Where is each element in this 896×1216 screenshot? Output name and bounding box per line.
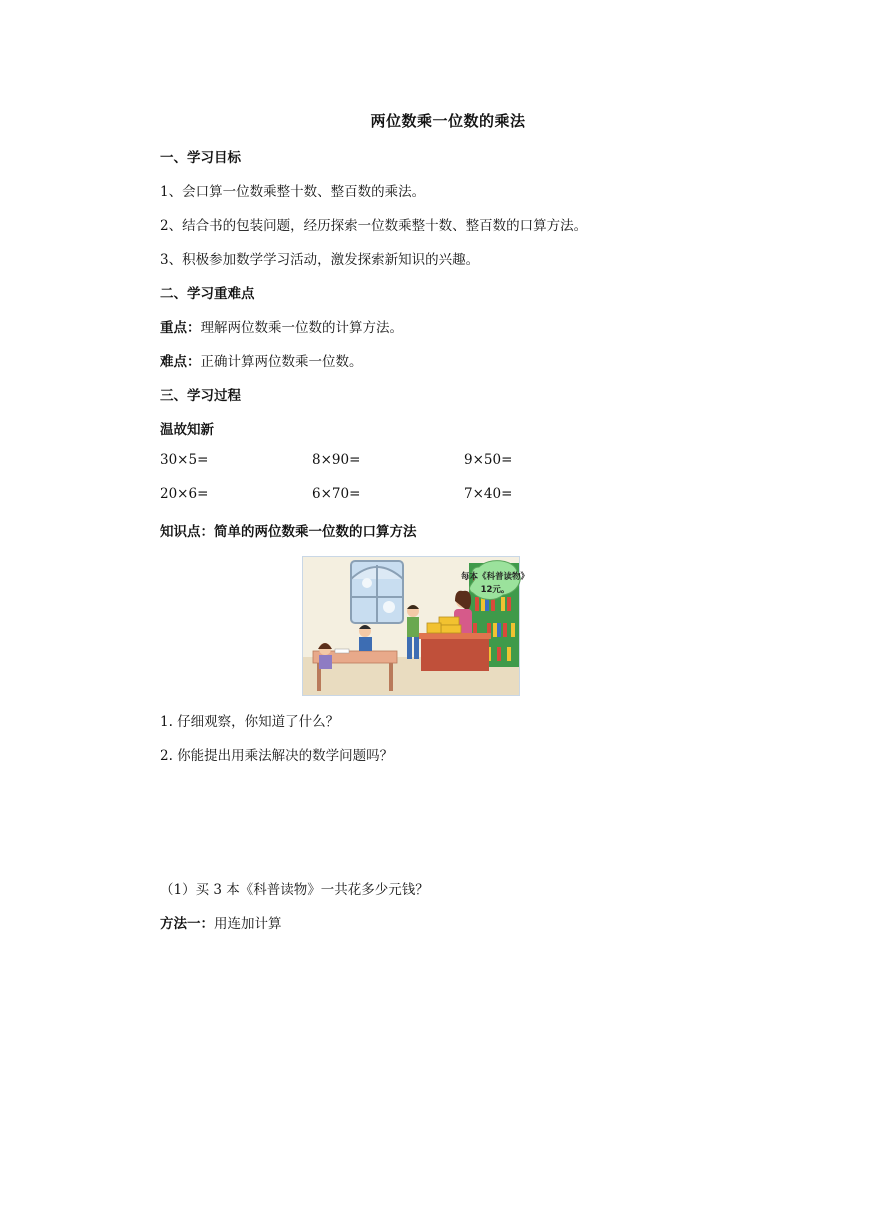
difficult-point-text: 正确计算两位数乘一位数。: [200, 354, 363, 370]
method-1-label: 方法一：: [160, 916, 214, 932]
section-heading-process: 三、学习过程: [160, 388, 241, 404]
difficult-point-label: 难点：: [160, 354, 201, 370]
question-1: 1. 仔细观察，你知道了什么？: [160, 714, 340, 730]
exercise-item: 30×5=: [160, 452, 209, 468]
bookstore-illustration: [302, 556, 530, 696]
goal-item-1: 1、会口算一位数乘整十数、整百数的乘法。: [160, 184, 426, 200]
page-title: 两位数乘一位数的乘法: [370, 112, 526, 130]
method-1-text: 用连加计算: [214, 916, 282, 932]
key-point-text: 理解两位数乘一位数的计算方法。: [200, 320, 403, 336]
exercise-item: 9×50=: [464, 452, 513, 468]
speech-bubble-line2: 12元。: [480, 585, 510, 595]
exercise-item: 20×6=: [160, 486, 209, 502]
exercise-item: 8×90=: [312, 452, 361, 468]
speech-bubble-line1: 每本《科普读物》: [460, 572, 530, 582]
question-2: 2. 你能提出用乘法解决的数学问题吗？: [160, 748, 394, 764]
exercise-item: 6×70=: [312, 486, 361, 502]
review-heading: 温故知新: [160, 422, 214, 438]
goal-item-2: 2、结合书的包装问题，经历探索一位数乘整十数、整百数的口算方法。: [160, 218, 588, 234]
key-point-label: 重点：: [160, 320, 201, 336]
difficult-point: [160, 350, 363, 370]
key-point: [160, 316, 403, 336]
exercise-item: 7×40=: [464, 486, 513, 502]
problem-1: （1）买 3 本《科普读物》一共花多少元钱？: [160, 882, 429, 898]
section-heading-goals: 一、学习目标: [160, 150, 241, 166]
method-1: [160, 912, 282, 932]
goal-item-3: 3、积极参加数学学习活动，激发探索新知识的兴趣。: [160, 252, 480, 268]
section-heading-key-points: 二、学习重难点: [160, 286, 255, 302]
knowledge-heading: 知识点：简单的两位数乘一位数的口算方法: [160, 524, 417, 540]
